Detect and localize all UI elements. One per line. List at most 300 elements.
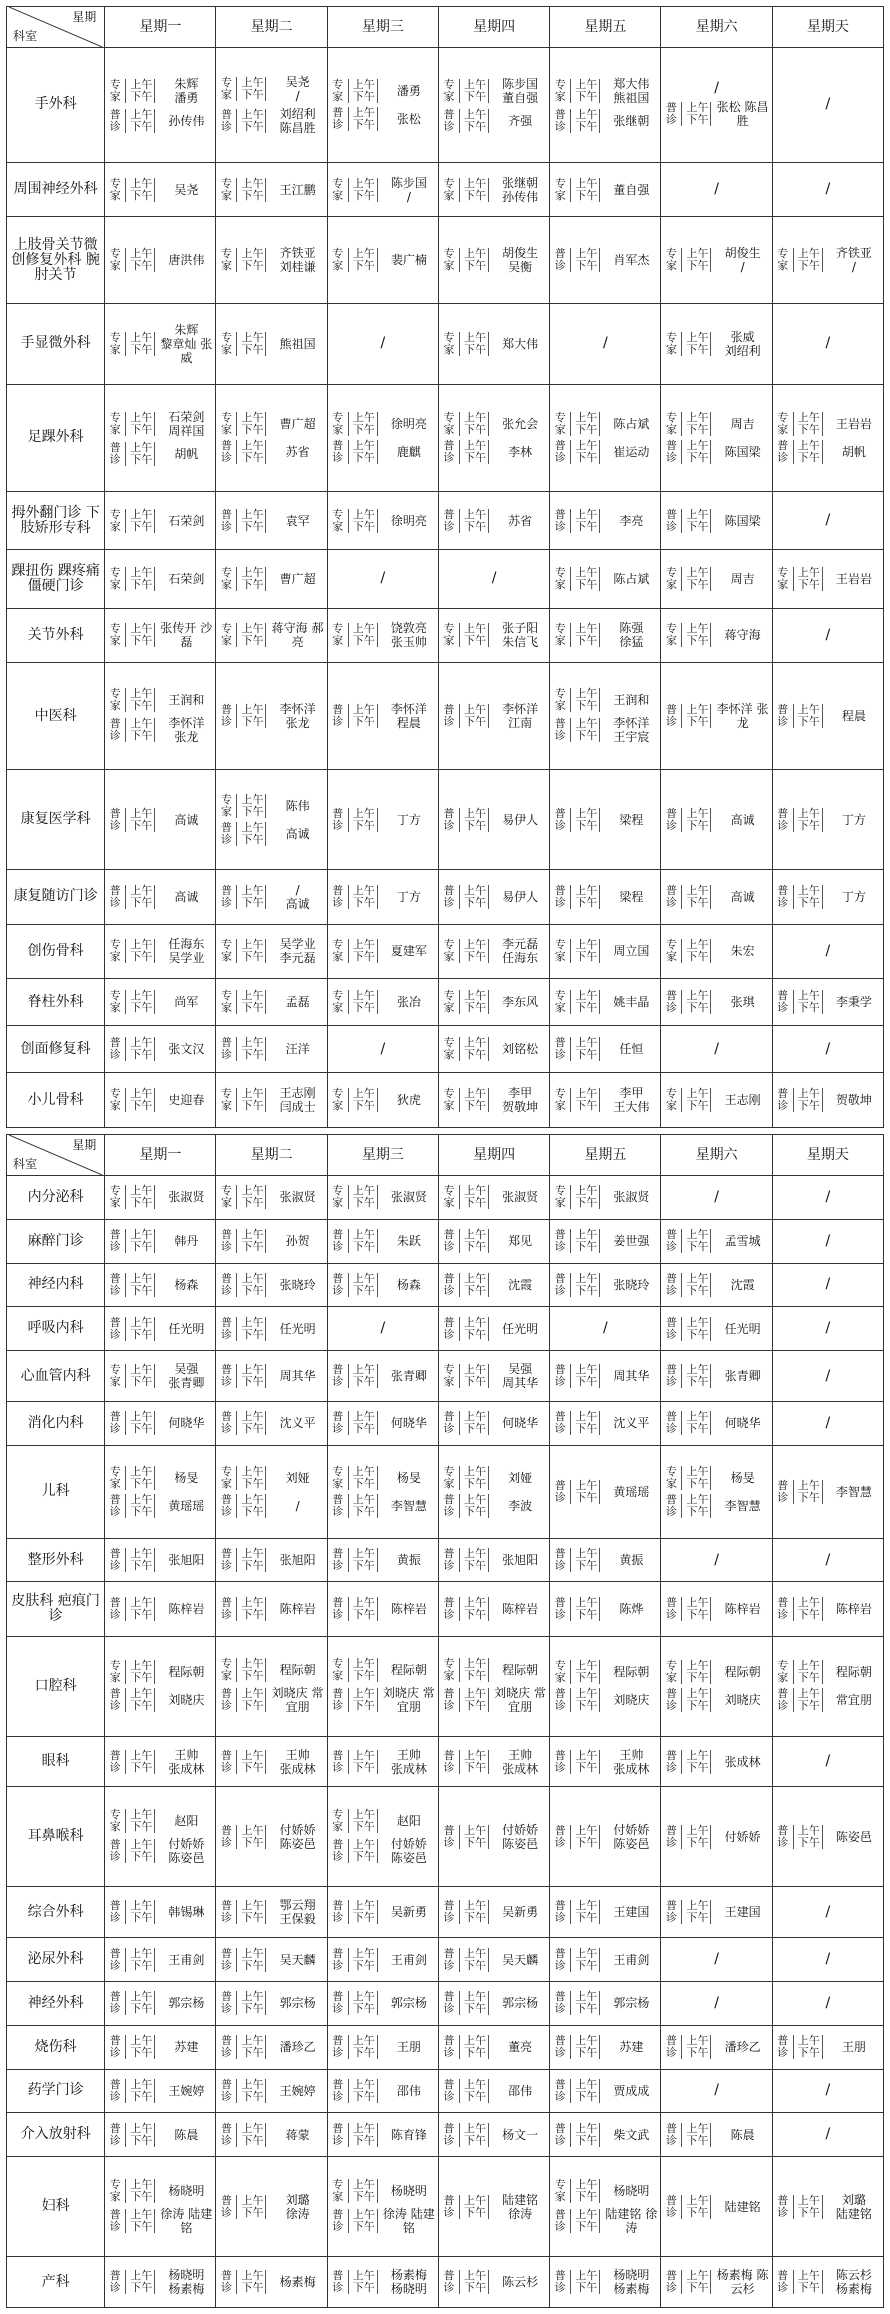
clinic-slot xyxy=(218,1229,324,1253)
doctor-names xyxy=(604,1693,658,1707)
schedule-cell xyxy=(105,608,216,663)
clinic-slot xyxy=(441,1948,547,1972)
doctor-names xyxy=(159,1042,213,1056)
pm-doctor: 陈昌胜 xyxy=(279,120,316,135)
doctor-names xyxy=(493,2040,547,2054)
am-label: 上午 xyxy=(463,1271,486,1285)
dept-row xyxy=(7,550,884,608)
time-labels xyxy=(130,1809,155,1833)
no-clinic-mark: / xyxy=(825,512,831,529)
clinic-type-label: 专家 xyxy=(441,990,460,1014)
am-label: 上午 xyxy=(575,883,598,897)
time-labels xyxy=(130,1494,155,1518)
clinic-slot xyxy=(330,808,436,832)
time-labels xyxy=(464,1825,489,1849)
doctor-names xyxy=(159,323,213,365)
am-label: 上午 xyxy=(130,77,153,91)
time-labels xyxy=(464,1494,489,1518)
schedule-cell xyxy=(438,48,549,163)
doctor-names xyxy=(159,514,213,528)
pm-label: 下午 xyxy=(686,422,709,436)
clinic-slot xyxy=(218,2270,324,2294)
am-doctor: 吴学业 xyxy=(279,937,316,952)
schedule-cell xyxy=(438,1307,549,1351)
clinic-type-label: 专家 xyxy=(107,990,126,1014)
schedule-cell xyxy=(327,1445,438,1538)
schedule-cell xyxy=(661,1402,772,1446)
pm-label: 下午 xyxy=(352,1196,375,1210)
schedule-cell xyxy=(105,303,216,384)
doctor-names xyxy=(159,1905,213,1919)
am-label: 上午 xyxy=(463,1315,486,1329)
clinic-slot xyxy=(663,2268,769,2296)
am-doctor: 周吉 xyxy=(730,416,755,431)
am-label: 上午 xyxy=(130,1899,153,1913)
time-labels xyxy=(241,1991,266,2015)
clinic-type-label: 专家 xyxy=(552,939,571,963)
clinic-slot xyxy=(330,1185,436,1209)
am-doctor: 陈步国 xyxy=(390,175,427,190)
time-labels xyxy=(241,509,266,533)
schedule-cell xyxy=(438,663,549,770)
dept-name: 创伤骨科 xyxy=(7,924,105,979)
pm-doctor: 程晨 xyxy=(396,716,421,731)
pm-label: 下午 xyxy=(352,1240,375,1254)
doctor-names xyxy=(270,417,324,431)
pm-label: 下午 xyxy=(686,1422,709,1436)
schedule-cell xyxy=(438,1351,549,1402)
time-labels xyxy=(241,1750,266,1774)
clinic-type-label: 普诊 xyxy=(441,1317,460,1341)
schedule-cell xyxy=(105,2113,216,2157)
schedule-cell xyxy=(105,1263,216,1307)
am-doctor: 王江鹏 xyxy=(279,182,316,197)
am-label: 上午 xyxy=(463,1596,486,1610)
schedule-cell xyxy=(105,770,216,870)
clinic-slot xyxy=(218,822,324,846)
doctor-names xyxy=(382,1093,436,1107)
clinic-slot xyxy=(775,2193,881,2221)
clinic-slot xyxy=(330,1411,436,1435)
clinic-type-label: 普诊 xyxy=(552,2209,571,2233)
time-labels xyxy=(575,1991,600,2015)
am-label: 上午 xyxy=(352,1748,375,1762)
pm-doctor: 杨素梅 xyxy=(613,2282,650,2296)
no-clinic-mark: / xyxy=(714,1188,719,1205)
am-label: 上午 xyxy=(686,247,709,261)
clinic-slot xyxy=(441,1317,547,1341)
time-labels xyxy=(686,2195,711,2219)
pm-label: 下午 xyxy=(463,1283,486,1297)
clinic-slot xyxy=(107,109,213,133)
clinic-slot xyxy=(441,1597,547,1621)
schedule-cell xyxy=(438,1938,549,1982)
am-doctor: 徐涛 陆建铭 xyxy=(160,2206,213,2235)
schedule-cell xyxy=(661,1582,772,1636)
clinic-type-label: 普诊 xyxy=(218,1364,237,1388)
time-labels xyxy=(353,1185,378,1209)
am-label: 上午 xyxy=(686,1410,709,1424)
dept-name: 踝扭伤 踝疼痛僵硬门诊 xyxy=(7,550,105,608)
clinic-slot xyxy=(552,1823,658,1851)
doctor-names xyxy=(604,716,658,744)
am-doctor: 郑见 xyxy=(508,1234,533,1249)
schedule-cell xyxy=(550,2157,661,2257)
am-doctor: 邵伟 xyxy=(508,2083,533,2098)
time-labels xyxy=(575,509,600,533)
dept-name: 中医科 xyxy=(7,663,105,770)
time-labels xyxy=(575,178,600,202)
am-doctor: 王婉婷 xyxy=(168,2083,205,2098)
am-label: 上午 xyxy=(241,1228,264,1242)
clinic-type-label: 普诊 xyxy=(552,1688,571,1712)
schedule-cell xyxy=(438,1176,549,1220)
doctor-names xyxy=(715,572,769,586)
day-header: 星期一 xyxy=(105,1135,216,1176)
clinic-slot xyxy=(552,1086,658,1114)
schedule-cell xyxy=(550,1307,661,1351)
doctor-names xyxy=(604,1416,658,1430)
time-labels xyxy=(353,1364,378,1388)
schedule-cell xyxy=(661,663,772,770)
am-doctor: 尚军 xyxy=(174,995,199,1010)
doctor-names xyxy=(604,77,658,105)
time-labels xyxy=(130,2209,155,2233)
am-doctor: 王甫剑 xyxy=(613,1952,650,1967)
time-labels xyxy=(575,2123,600,2147)
doctor-names xyxy=(270,75,324,103)
schedule-cell xyxy=(216,1176,327,1220)
am-label: 上午 xyxy=(797,410,820,424)
am-label: 上午 xyxy=(575,176,598,190)
am-doctor: 陈占斌 xyxy=(613,571,650,586)
am-label: 上午 xyxy=(241,1184,264,1198)
am-doctor: 赵阳 xyxy=(174,1813,199,1828)
time-labels xyxy=(798,2270,823,2294)
pm-label: 下午 xyxy=(352,1608,375,1622)
schedule-cell xyxy=(772,1582,883,1636)
schedule-cell xyxy=(327,2113,438,2157)
clinic-type-label: 专家 xyxy=(218,623,237,647)
dept-row xyxy=(7,162,884,217)
clinic-type-label: 专家 xyxy=(552,1088,571,1112)
pm-label: 下午 xyxy=(130,452,153,466)
am-label: 上午 xyxy=(686,703,709,717)
doctor-names xyxy=(827,2193,881,2221)
schedule-cell xyxy=(772,303,883,384)
clinic-type-label: 普诊 xyxy=(441,1411,460,1435)
time-labels xyxy=(353,939,378,963)
clinic-type-label: 普诊 xyxy=(441,2195,460,2219)
schedule-cell xyxy=(438,1582,549,1636)
clinic-slot xyxy=(218,1494,324,1518)
clinic-type-label: 普诊 xyxy=(330,1597,349,1621)
pm-doctor: 张成林 xyxy=(168,1761,205,1776)
time-labels xyxy=(353,1411,378,1435)
clinic-slot xyxy=(441,990,547,1014)
am-label: 上午 xyxy=(241,989,264,1003)
clinic-type-label: 普诊 xyxy=(330,2035,349,2059)
clinic-type-label: 专家 xyxy=(441,178,460,202)
doctor-names xyxy=(382,417,436,431)
doctor-names xyxy=(827,2040,881,2054)
schedule-cell xyxy=(661,2025,772,2069)
am-doctor: 徐涛 陆建铭 xyxy=(382,2206,435,2235)
time-labels xyxy=(686,704,711,728)
schedule-cell xyxy=(105,1938,216,1982)
time-labels xyxy=(798,885,823,909)
clinic-type-label: 普诊 xyxy=(663,102,682,126)
clinic-slot xyxy=(107,1748,213,1776)
clinic-slot xyxy=(552,109,658,133)
doctor-names xyxy=(493,1953,547,1967)
clinic-type-label: 普诊 xyxy=(330,808,349,832)
doctor-names xyxy=(827,1602,881,1616)
am-doctor: 黄振 xyxy=(619,1553,644,1568)
schedule-cell xyxy=(327,1026,438,1073)
clinic-slot xyxy=(775,440,881,464)
am-label: 上午 xyxy=(463,1687,486,1701)
doctor-names xyxy=(493,2275,547,2289)
pm-label: 下午 xyxy=(686,2281,709,2294)
schedule-cell xyxy=(216,1538,327,1582)
pm-label: 下午 xyxy=(463,2133,486,2147)
am-label: 上午 xyxy=(352,1228,375,1242)
clinic-type-label: 普诊 xyxy=(218,509,237,533)
pm-label: 下午 xyxy=(797,2046,820,2060)
am-label: 上午 xyxy=(352,989,375,1003)
am-doctor: 李怀洋 xyxy=(502,702,539,717)
pm-label: 下午 xyxy=(575,699,598,713)
clinic-type-label: 普诊 xyxy=(552,2123,571,2147)
time-labels xyxy=(353,808,378,832)
am-label: 上午 xyxy=(575,1687,598,1701)
clinic-slot xyxy=(218,332,324,356)
am-doctor: 刘绍利 xyxy=(279,106,316,121)
time-labels xyxy=(353,990,378,1014)
doctor-names xyxy=(604,417,658,431)
am-label: 上午 xyxy=(352,806,375,820)
am-label: 上午 xyxy=(575,1596,598,1610)
doctor-names xyxy=(382,2128,436,2142)
clinic-slot xyxy=(330,248,436,272)
clinic-type-label: 普诊 xyxy=(552,1548,571,1572)
doctor-names xyxy=(270,2040,324,2054)
clinic-slot xyxy=(330,1548,436,1572)
doctor-names xyxy=(270,514,324,528)
am-doctor: 陈晨 xyxy=(174,2127,199,2142)
doctor-names xyxy=(270,1499,324,1513)
schedule-cell xyxy=(550,1263,661,1307)
clinic-slot xyxy=(107,2207,213,2235)
pm-label: 下午 xyxy=(463,2046,486,2060)
doctor-names xyxy=(270,702,324,730)
clinic-slot xyxy=(552,1229,658,1253)
clinic-slot xyxy=(663,2123,769,2147)
doctor-names xyxy=(493,1823,547,1851)
schedule-cell xyxy=(772,1351,883,1402)
time-labels xyxy=(130,2123,155,2147)
clinic-slot xyxy=(107,1900,213,1924)
doctor-names xyxy=(270,1416,324,1430)
clinic-slot xyxy=(107,1411,213,1435)
pm-label: 下午 xyxy=(686,1911,709,1925)
time-labels xyxy=(353,1750,378,1774)
am-label: 上午 xyxy=(686,1823,709,1837)
clinic-slot xyxy=(552,412,658,436)
am-doctor: 王岩岩 xyxy=(835,571,872,586)
pm-doctor: 李元磊 xyxy=(279,951,316,966)
doctor-names xyxy=(604,890,658,904)
clinic-type-label: 普诊 xyxy=(663,2123,682,2147)
clinic-slot xyxy=(330,1748,436,1776)
pm-label: 下午 xyxy=(241,1504,264,1518)
clinic-slot xyxy=(552,2268,658,2296)
doctor-names xyxy=(604,1278,658,1292)
time-labels xyxy=(353,79,378,103)
doctor-names xyxy=(715,1234,769,1248)
clinic-slot xyxy=(218,2123,324,2147)
pm-label: 下午 xyxy=(130,2189,153,2203)
am-doctor: 张继朝 xyxy=(613,113,650,128)
schedule-cell xyxy=(105,2157,216,2257)
pm-label: 下午 xyxy=(352,2189,375,2203)
pm-label: 下午 xyxy=(686,1504,709,1518)
dept-name: 产科 xyxy=(7,2257,105,2308)
am-doctor: 沈义平 xyxy=(279,1416,316,1431)
am-doctor: 王甫剑 xyxy=(390,1952,427,1967)
doctor-names xyxy=(827,1693,881,1707)
schedule-cell xyxy=(327,1263,438,1307)
schedule-cell xyxy=(216,1073,327,1128)
am-label: 上午 xyxy=(575,1899,598,1913)
clinic-slot xyxy=(330,440,436,464)
clinic-type-label: 专家 xyxy=(552,412,571,436)
time-labels xyxy=(464,1597,489,1621)
am-label: 上午 xyxy=(241,622,264,636)
pm-doctor: 闫成士 xyxy=(279,1100,316,1115)
doctor-names xyxy=(604,1996,658,2010)
doctor-names xyxy=(382,1905,436,1919)
pm-label: 下午 xyxy=(575,2219,598,2233)
schedule-cell xyxy=(327,162,438,217)
pm-label: 下午 xyxy=(463,1559,486,1573)
time-labels xyxy=(130,509,155,533)
am-label: 上午 xyxy=(130,1687,153,1701)
pm-label: 下午 xyxy=(241,342,264,356)
am-label: 上午 xyxy=(575,1547,598,1561)
clinic-slot xyxy=(552,2123,658,2147)
doctor-names xyxy=(382,813,436,827)
am-label: 上午 xyxy=(575,687,598,701)
pm-label: 下午 xyxy=(130,2281,153,2294)
pm-label: 下午 xyxy=(241,895,264,909)
clinic-type-label: 专家 xyxy=(218,939,237,963)
am-label: 上午 xyxy=(797,989,820,1003)
clinic-type-label: 专家 xyxy=(330,248,349,272)
pm-doctor: 刘桂谦 xyxy=(279,260,316,275)
pm-label: 下午 xyxy=(463,342,486,356)
pm-doctor: 刘绍利 xyxy=(724,343,761,358)
doctor-names xyxy=(493,1416,547,1430)
clinic-type-label: 专家 xyxy=(552,567,571,591)
schedule-cell xyxy=(105,2257,216,2308)
dept-name: 整形外科 xyxy=(7,1538,105,1582)
dept-name: 麻醉门诊 xyxy=(7,1219,105,1263)
pm-label: 下午 xyxy=(241,519,264,533)
am-doctor: 刘晓庆 xyxy=(168,1693,205,1708)
pm-doctor: 任海东 xyxy=(502,951,539,966)
am-doctor: 郑大伟 xyxy=(613,76,650,91)
no-clinic-mark: / xyxy=(825,1276,831,1293)
schedule-cell xyxy=(438,1219,549,1263)
pm-label: 下午 xyxy=(463,1476,486,1490)
am-label: 上午 xyxy=(686,101,709,115)
doctor-names xyxy=(604,1953,658,1967)
pm-label: 下午 xyxy=(575,1048,598,1062)
clinic-type-label: 普诊 xyxy=(218,1750,237,1774)
schedule-cell xyxy=(550,770,661,870)
doctor-names xyxy=(382,1953,436,1967)
time-labels xyxy=(353,1658,378,1682)
pm-label: 下午 xyxy=(575,1196,598,1210)
am-doctor: 刘晓庆 xyxy=(613,1693,650,1708)
am-label: 上午 xyxy=(130,989,153,1003)
doctor-names xyxy=(715,1693,769,1707)
am-label: 上午 xyxy=(241,507,264,521)
am-doctor: 杨旻 xyxy=(730,1470,755,1485)
time-labels xyxy=(130,1839,155,1863)
doctor-names xyxy=(827,417,881,431)
pm-label: 下午 xyxy=(352,1375,375,1389)
time-labels xyxy=(130,1548,155,1572)
pm-label: 下午 xyxy=(130,422,153,436)
time-labels xyxy=(575,990,600,1014)
time-labels xyxy=(575,567,600,591)
am-doctor: 刘娅 xyxy=(285,1470,310,1485)
schedule-cell xyxy=(438,1981,549,2025)
clinic-slot xyxy=(663,1494,769,1518)
clinic-type-label: 普诊 xyxy=(107,1991,126,2015)
time-labels xyxy=(464,623,489,647)
am-doctor: 王建国 xyxy=(724,1905,761,1920)
pm-label: 下午 xyxy=(130,577,153,591)
am-label: 上午 xyxy=(686,806,709,820)
pm-label: 下午 xyxy=(241,1375,264,1389)
clinic-type-label: 普诊 xyxy=(218,1948,237,1972)
pm-label: 下午 xyxy=(686,1327,709,1341)
clinic-slot xyxy=(330,990,436,1014)
schedule-cell xyxy=(438,1636,549,1736)
clinic-slot xyxy=(107,1809,213,1833)
pm-label: 下午 xyxy=(241,2133,264,2147)
time-labels xyxy=(464,2270,489,2294)
doctor-names xyxy=(159,114,213,128)
am-doctor: 姚丰晶 xyxy=(613,995,650,1010)
doctor-names xyxy=(270,1748,324,1776)
clinic-type-label: 普诊 xyxy=(107,1273,126,1297)
pm-label: 下午 xyxy=(686,2046,709,2060)
am-label: 上午 xyxy=(575,410,598,424)
pm-doctor: 高诚 xyxy=(285,896,310,911)
time-labels xyxy=(575,623,600,647)
am-doctor: 杨素梅 陈云杉 xyxy=(716,2268,769,2296)
am-label: 上午 xyxy=(686,1271,709,1285)
am-label: 上午 xyxy=(575,1990,598,2004)
clinic-type-label: 普诊 xyxy=(218,1688,237,1712)
pm-label: 下午 xyxy=(463,1669,486,1683)
am-doctor: 吴强 xyxy=(508,1362,533,1377)
